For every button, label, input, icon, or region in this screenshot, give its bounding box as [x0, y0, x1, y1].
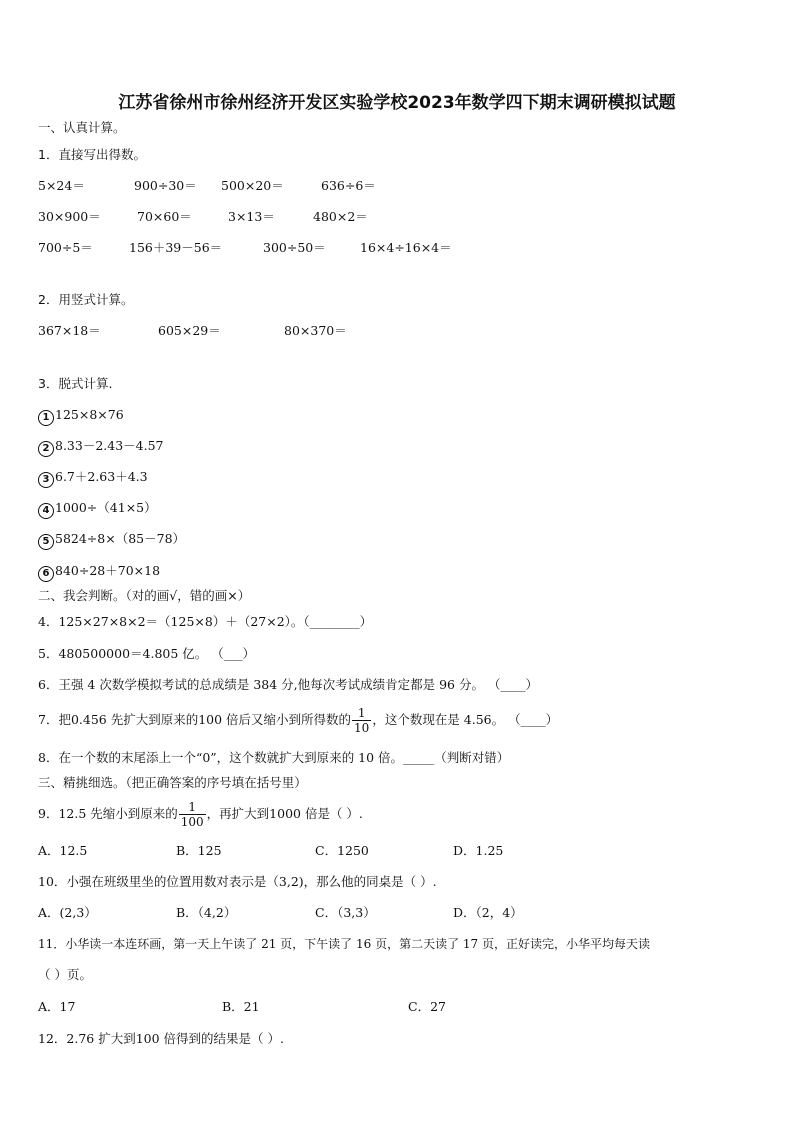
- q1-row2-item: 70×60＝: [137, 209, 192, 224]
- q3-expression: 6.7＋2.63＋4.3: [55, 469, 148, 484]
- q7-fraction: [352, 706, 371, 735]
- circled-number-3: 3: [38, 472, 54, 488]
- q9-fraction: [179, 800, 206, 829]
- q1-row2-item: 480×2＝: [313, 209, 368, 224]
- circled-number-6: 6: [38, 566, 54, 582]
- circled-number-5: 5: [38, 534, 54, 550]
- q1-row1-item: 5×24＝: [38, 178, 85, 193]
- q3-expression: 8.33－2.43－4.57: [55, 438, 164, 453]
- q3-expression: 1000÷（41×5）: [55, 500, 157, 515]
- question-4: 4．125×27×8×2＝（125×8）＋（27×2）。（________）: [38, 614, 373, 629]
- q3-expression: 5824÷8×（85－78）: [55, 531, 186, 546]
- q1-row2-item: 3×13＝: [228, 209, 275, 224]
- q9-text-before: 9．12.5 先缩小到原来的: [38, 806, 178, 821]
- q1-row1-item: 636÷6＝: [321, 178, 376, 193]
- question-9: [38, 797, 363, 831]
- q1-row3-item: 700÷5＝: [38, 240, 93, 255]
- q1-row1-item: 900÷30＝: [134, 178, 197, 193]
- question-3-label: 3．脱式计算.: [38, 376, 113, 391]
- q1-row3-item: 156＋39－56＝: [129, 240, 223, 255]
- question-7: [38, 706, 558, 735]
- q9-text-after: ，再扩大到1000 倍是（ ）.: [206, 806, 363, 821]
- fraction-numerator: 1: [352, 706, 371, 721]
- question-10: 10．小强在班级里坐的位置用数对表示是（3,2)，那么他的同桌是（ ）.: [38, 874, 437, 889]
- question-5: 5．480500000＝4.805 亿。 （___）: [38, 646, 256, 661]
- q3-expression: 840÷28＋70×18: [55, 563, 161, 578]
- option-d: D．（2，4）: [453, 905, 523, 920]
- question-12: 12．2.76 扩大到100 倍得到的结果是（ ）.: [38, 1031, 284, 1046]
- fraction-numerator: 1: [179, 800, 206, 815]
- option-b: B．21: [222, 999, 260, 1014]
- option-d: D．1.25: [453, 843, 504, 858]
- q1-row2-item: 30×900＝: [38, 209, 101, 224]
- option-c: C．27: [408, 999, 446, 1014]
- section-heading-1: 一、认真计算。: [38, 120, 126, 135]
- q3-item: [38, 468, 148, 488]
- q7-text-before: 7．把0.456 先扩大到原来的100 倍后又缩小到所得数的: [38, 712, 352, 727]
- fraction-denominator: 10: [354, 721, 370, 735]
- circled-number-2: 2: [38, 441, 54, 457]
- question-11-line-1: 11．小华读一本连环画，第一天上午读了 21 页，下午读了 16 页，第二天读了 17 页，正好读完，小华平均每天读: [38, 937, 650, 951]
- circled-number-1: 1: [38, 410, 54, 426]
- q3-item: [38, 530, 185, 550]
- q2-item: 605×29＝: [158, 323, 221, 338]
- question-8: 8．在一个数的末尾添上一个“0”，这个数就扩大到原来的 10 倍。_____（判断对错）: [38, 750, 510, 765]
- section-heading-2: 二、我会判断。（对的画√，错的画×）: [38, 588, 251, 603]
- option-b: B．125: [176, 843, 222, 858]
- page-title: 江苏省徐州市徐州经济开发区实验学校2023年数学四下期末调研模拟试题: [118, 93, 676, 113]
- question-11-line-2: （ ）页。: [38, 967, 92, 982]
- option-c: C．1250: [315, 843, 369, 858]
- circled-number-4: 4: [38, 503, 54, 519]
- fraction-denominator: 100: [180, 815, 204, 829]
- q2-item: 80×370＝: [284, 323, 347, 338]
- option-b: B．（4,2）: [176, 905, 237, 920]
- q3-item: [38, 499, 157, 519]
- question-1-label: 1．直接写出得数。: [38, 147, 146, 162]
- q3-item: [38, 562, 160, 582]
- q7-text-after: ，这个数现在是 4.56。 （____）: [372, 712, 559, 727]
- q1-row3-item: 16×4÷16×4＝: [360, 240, 452, 255]
- option-c: C．（3,3）: [315, 905, 376, 920]
- option-a: A．(2,3）: [38, 905, 97, 920]
- section-heading-3: 三、精挑细选。（把正确答案的序号填在括号里）: [38, 775, 307, 790]
- question-6: 6．王强 4 次数学模拟考试的总成绩是 384 分,他每次考试成绩肯定都是 96 分。 （____）: [38, 677, 538, 692]
- q3-item: [38, 406, 124, 426]
- option-a: A．17: [38, 999, 76, 1014]
- q1-row1-item: 500×20＝: [221, 178, 284, 193]
- q2-item: 367×18＝: [38, 323, 101, 338]
- q3-item: [38, 437, 164, 457]
- option-a: A．12.5: [38, 843, 88, 858]
- q3-expression: 125×8×76: [55, 407, 124, 422]
- q1-row3-item: 300÷50＝: [263, 240, 326, 255]
- question-2-label: 2．用竖式计算。: [38, 292, 134, 307]
